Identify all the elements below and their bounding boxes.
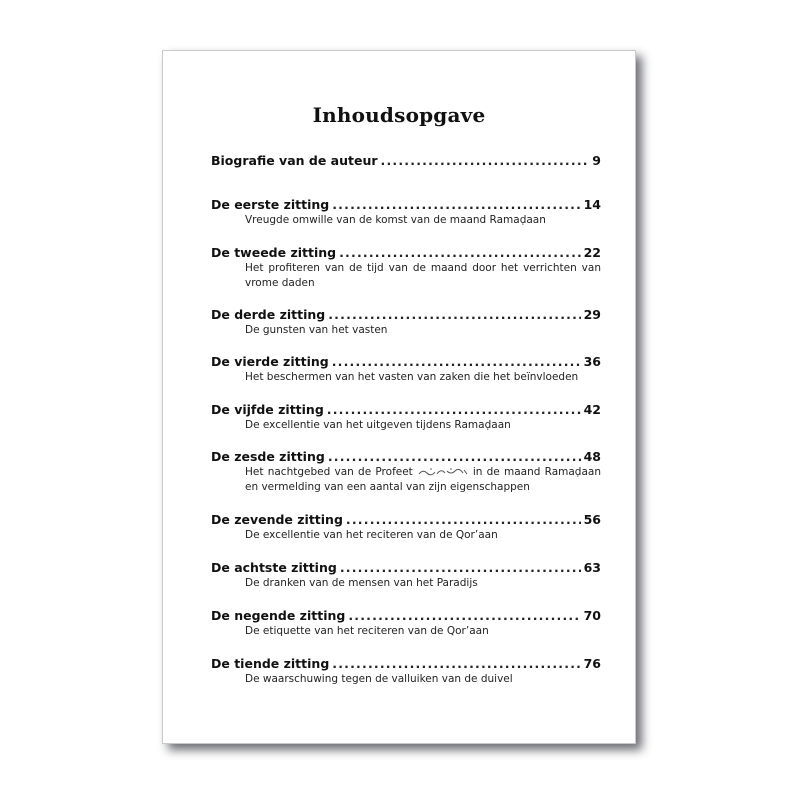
toc-entry-title: Biografie van de auteur [211,153,378,168]
toc-entry-title: De eerste zitting [211,197,330,212]
toc-entry-description: De dranken van de mensen van het Paradijs [245,577,478,589]
toc-entry-title: De zesde zitting [211,449,325,464]
toc-entry-4 [211,354,601,385]
toc-entry-2 [211,245,601,291]
toc-entry-description: De excellentie van het uitgeven tijdens Ramaḍaan [245,419,511,431]
toc-entry-8 [211,560,601,591]
dot-leader [332,656,580,672]
toc-page-number: 9 [592,153,601,168]
book-page [162,50,636,744]
toc-page-number: 22 [583,245,601,260]
description-part-a: Het nachtgebed van de Profeet [245,466,413,478]
toc-page-number: 42 [583,402,601,417]
toc-entry-description: De excellentie van het reciteren van de Qor’aan [245,529,498,541]
toc-entry-biografie [211,153,601,169]
toc-entry-description: Het beschermen van het vasten van zaken die het beïnvloeden [245,371,579,383]
toc-entry-description: De waarschuwing tegen de valluiken van de duivel [245,673,513,685]
dot-leader [339,245,580,261]
toc-entry-7 [211,512,601,543]
toc-entry-title: De negende zitting [211,608,346,623]
dot-leader [348,608,580,624]
toc-entry-10 [211,656,601,687]
toc-entry-9 [211,608,601,639]
dot-leader [332,354,581,370]
toc-entry-title: De achtste zitting [211,560,337,575]
toc-entry-3 [211,307,601,338]
dot-leader [327,402,581,418]
toc-entry-1 [211,197,601,228]
dot-leader [381,153,590,169]
dot-leader [332,197,580,213]
toc-entry-title: De derde zitting [211,307,326,322]
toc-entry-6 [211,449,601,495]
toc-page-number: 29 [583,307,601,322]
salutation-calligraphy-icon [417,467,469,477]
dot-leader [340,560,581,576]
toc-page-number: 70 [583,608,601,623]
description-part-b: in de maand Ramaḍaan en vermelding van een aantal van zijn eigenschappen [245,466,601,493]
toc-entry-description: De gunsten van het vasten [245,324,388,336]
page-title: Inhoudsopgave [312,103,486,127]
toc-entry-title: De tiende zitting [211,656,330,671]
dot-leader [346,512,581,528]
toc-page-number: 63 [583,560,601,575]
toc-entry-description: De etiquette van het reciteren van de Qor’aan [245,625,489,637]
toc-entry-title: De tweede zitting [211,245,337,260]
dot-leader [328,307,580,323]
toc-page-number: 48 [583,449,601,464]
toc-page-number: 56 [583,512,601,527]
toc-entry-description [245,465,601,495]
dot-leader [328,449,581,465]
toc-entry-title: De vierde zitting [211,354,329,369]
toc-entry-5 [211,402,601,433]
toc-page-number: 14 [583,197,601,212]
toc-entry-description: Het profiteren van de tijd van de maand door het verrichten van vrome daden [245,262,601,289]
toc-entry-description: Vreugde omwille van de komst van de maand Ramaḍaan [245,214,546,226]
toc-entry-title: De zevende zitting [211,512,343,527]
toc-page-number: 76 [583,656,601,671]
toc-entry-title: De vijfde zitting [211,402,324,417]
toc-page-number: 36 [583,354,601,369]
